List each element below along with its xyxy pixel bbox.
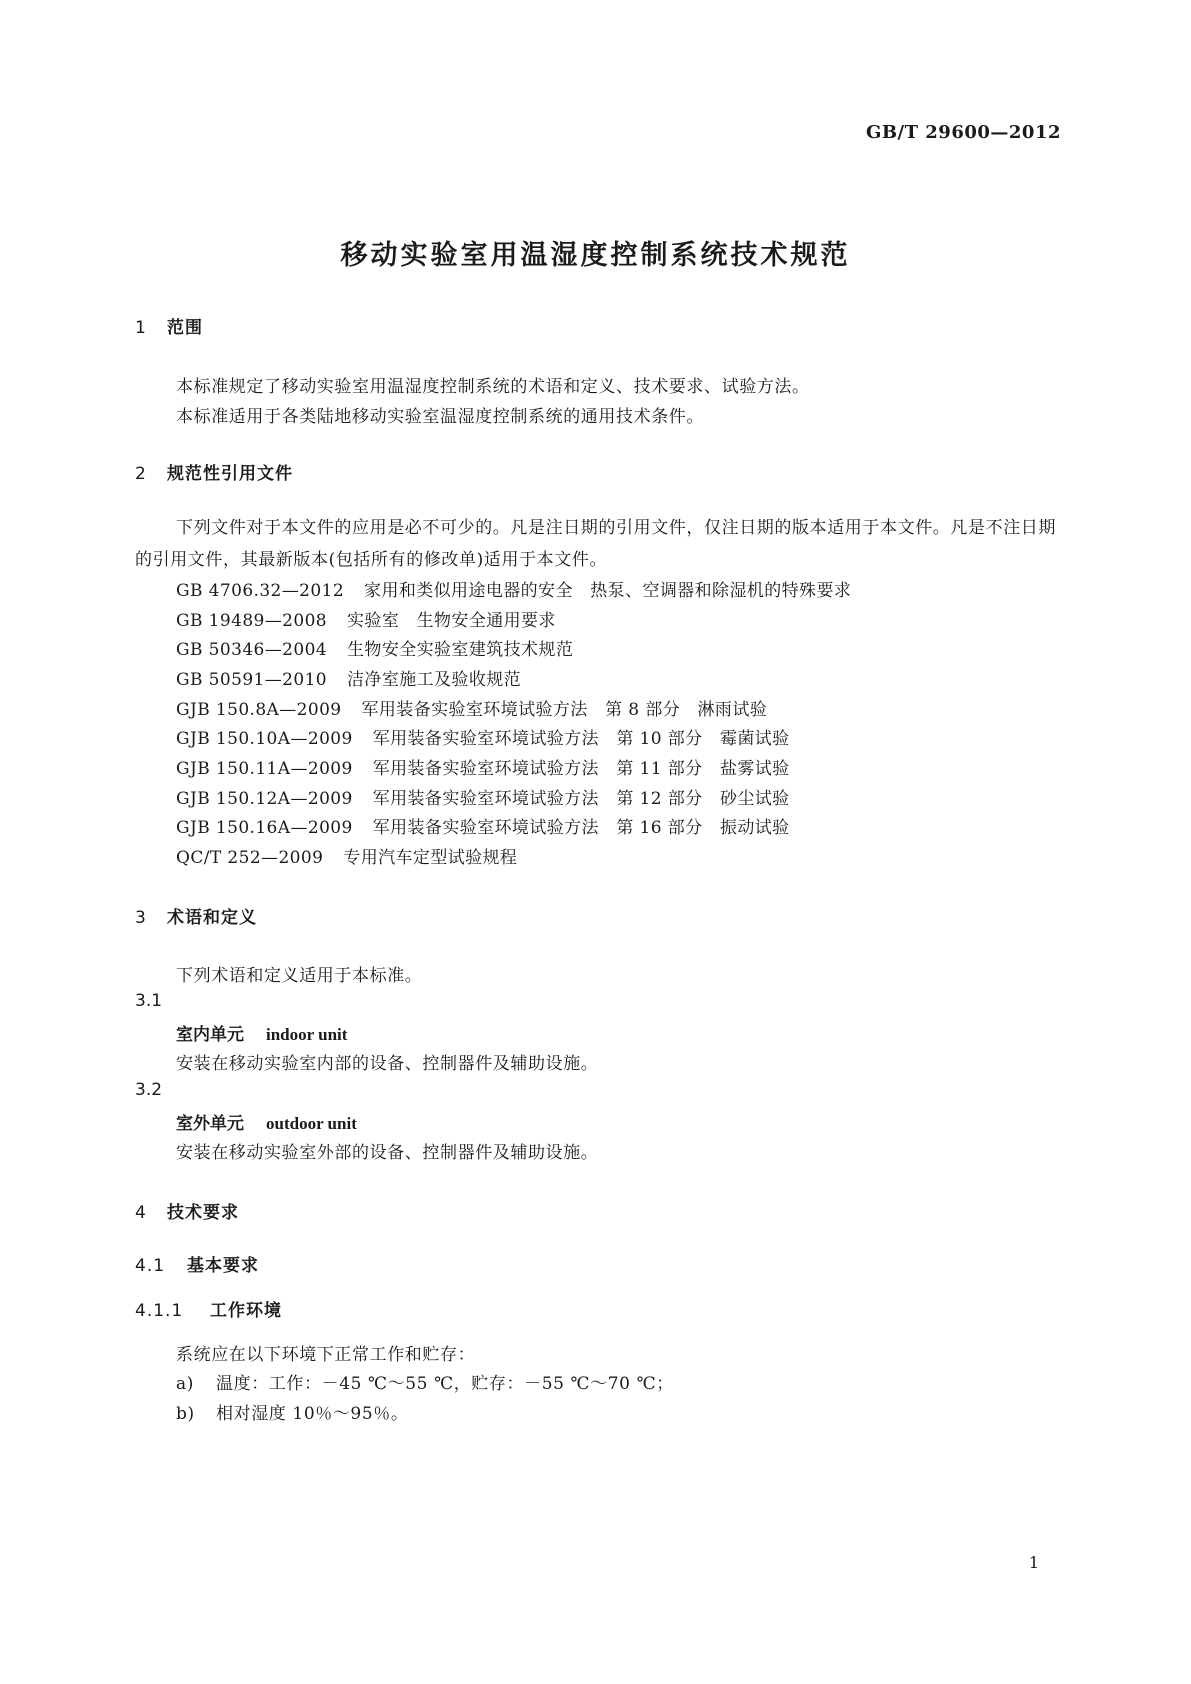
term-definition: 安装在移动实验室外部的设备、控制器件及辅助设施。	[176, 1143, 599, 1163]
section-3-heading	[135, 903, 257, 928]
reference-code: GB 50591—2010	[176, 670, 328, 690]
term-heading	[176, 1109, 357, 1134]
reference-code: GJB 150.11A—2009	[176, 759, 353, 779]
list-label: a)	[176, 1374, 194, 1394]
section-title: 规范性引用文件	[167, 464, 293, 484]
list-item	[176, 1369, 674, 1394]
reference-code: QC/T 252—2009	[176, 848, 324, 868]
section-1-heading	[135, 313, 203, 338]
section-title: 基本要求	[187, 1256, 259, 1276]
section-4-1-1-heading	[135, 1296, 282, 1321]
reference-code: GJB 150.10A—2009	[176, 729, 353, 749]
section-number: 4.1.1	[135, 1301, 184, 1321]
section-number: 1	[135, 318, 147, 338]
list-text: 温度：工作：－45 ℃～55 ℃，贮存：－55 ℃～70 ℃；	[216, 1374, 674, 1394]
reference-title: 实验室 生物安全通用要求	[347, 611, 556, 631]
section-2-heading	[135, 459, 293, 484]
reference-item	[176, 665, 521, 690]
section-title: 技术要求	[167, 1203, 239, 1223]
reference-title: 军用装备实验室环境试验方法 第 12 部分 砂尘试验	[372, 789, 790, 809]
reference-item	[176, 606, 556, 631]
reference-title: 军用装备实验室环境试验方法 第 10 部分 霉菌试验	[372, 729, 790, 749]
term-number: 3.1	[135, 991, 163, 1011]
reference-item	[176, 724, 790, 749]
reference-code: GB 19489—2008	[176, 611, 328, 631]
term-en: outdoor unit	[266, 1114, 357, 1133]
reference-code: GJB 150.16A—2009	[176, 818, 353, 838]
reference-item	[176, 754, 790, 779]
section-number: 4.1	[135, 1256, 166, 1276]
list-label: b)	[176, 1404, 195, 1424]
reference-title: 生物安全实验室建筑技术规范	[347, 640, 574, 660]
reference-title: 军用装备实验室环境试验方法 第 11 部分 盐雾试验	[372, 759, 790, 779]
reference-code: GB 50346—2004	[176, 640, 328, 660]
section-title: 术语和定义	[167, 908, 257, 928]
section-title: 范围	[167, 318, 203, 338]
term-zh: 室外单元	[176, 1114, 244, 1134]
reference-item	[176, 843, 517, 868]
paragraph: 下列文件对于本文件的应用是必不可少的。凡是注日期的引用文件，仅注日期的版本适用于本文件。凡是不注日期的引用文件，其最新版本(包括所有的修改单)适用于本文件。	[135, 518, 1056, 570]
term-zh: 室内单元	[176, 1025, 244, 1045]
paragraph: 本标准适用于各类陆地移动实验室温湿度控制系统的通用技术条件。	[176, 407, 704, 427]
page-number: 1	[1028, 1553, 1039, 1572]
reference-title: 家用和类似用途电器的安全 热泵、空调器和除湿机的特殊要求	[364, 581, 852, 601]
section-4-1-heading	[135, 1251, 259, 1276]
paragraph: 系统应在以下环境下正常工作和贮存：	[176, 1345, 476, 1365]
section-number: 3	[135, 908, 147, 928]
section-number: 2	[135, 464, 147, 484]
section-4-heading	[135, 1198, 239, 1223]
term-en: indoor unit	[266, 1025, 348, 1044]
reference-item	[176, 576, 851, 601]
reference-title: 军用装备实验室环境试验方法 第 8 部分 淋雨试验	[361, 700, 768, 720]
term-definition: 安装在移动实验室内部的设备、控制器件及辅助设施。	[176, 1054, 599, 1074]
list-item	[176, 1399, 408, 1424]
reference-title: 洁净室施工及验收规范	[347, 670, 522, 690]
paragraph: 下列术语和定义适用于本标准。	[176, 966, 423, 986]
section-number: 4	[135, 1203, 147, 1223]
paragraph: 本标准规定了移动实验室用温湿度控制系统的术语和定义、技术要求、试验方法。	[176, 377, 810, 397]
reference-code: GB 4706.32—2012	[176, 581, 345, 601]
reference-item	[176, 695, 767, 720]
reference-item	[176, 813, 790, 838]
reference-title: 军用装备实验室环境试验方法 第 16 部分 振动试验	[372, 818, 790, 838]
reference-item	[176, 784, 790, 809]
reference-code: GJB 150.8A—2009	[176, 700, 342, 720]
reference-title: 专用汽车定型试验规程	[343, 848, 518, 868]
list-text: 相对湿度 10％～95％。	[216, 1404, 409, 1424]
term-heading	[176, 1020, 347, 1045]
reference-code: GJB 150.12A—2009	[176, 789, 353, 809]
standard-number: GB/T 29600—2012	[865, 122, 1061, 143]
term-number: 3.2	[135, 1080, 163, 1100]
document-title: 移动实验室用温湿度控制系统技术规范	[340, 240, 851, 271]
reference-item	[176, 635, 573, 660]
section-title: 工作环境	[210, 1301, 282, 1321]
